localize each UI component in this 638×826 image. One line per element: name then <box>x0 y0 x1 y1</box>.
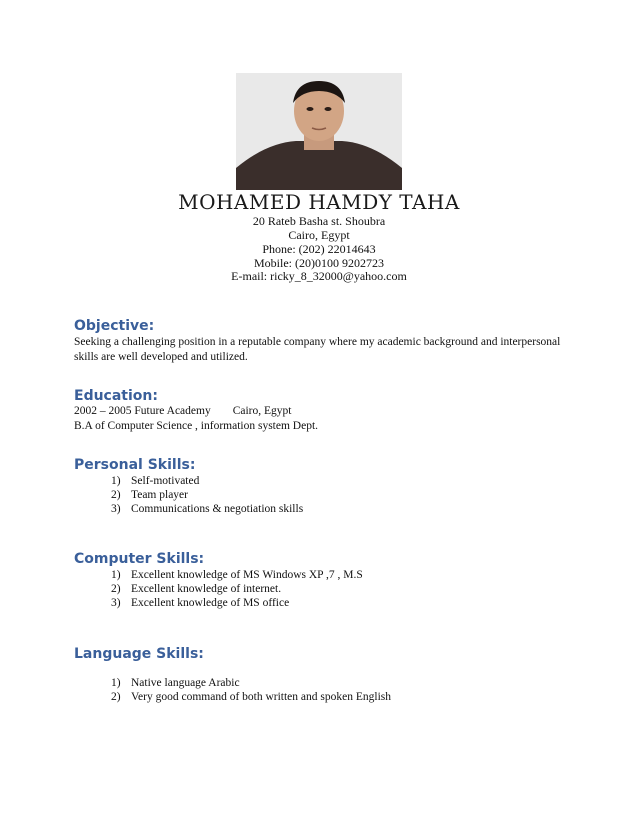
objective-line2: skills are well developed and utilized. <box>74 351 248 363</box>
list-number: 1) <box>111 569 121 581</box>
email-line: E-mail: ricky_8_32000@yahoo.com <box>231 269 407 283</box>
list-item <box>111 568 363 582</box>
objective-line1: Seeking a challenging position in a reputable company where my academic background and interpersonal <box>74 336 561 348</box>
education-location: Cairo, Egypt <box>232 405 292 417</box>
education-title: Education: <box>74 388 158 404</box>
list-number: 1) <box>111 677 121 689</box>
list-number: 3) <box>111 597 121 609</box>
list-item <box>111 474 199 488</box>
education-years: 2002 – 2005 Future Academy <box>74 405 211 417</box>
list-text: Excellent knowledge of MS office <box>131 597 290 609</box>
list-number: 2) <box>111 691 121 703</box>
list-item <box>111 596 289 610</box>
list-number: 2) <box>111 489 121 501</box>
computer-skills-title: Computer Skills: <box>74 551 205 567</box>
list-text: Team player <box>131 489 188 501</box>
list-number: 1) <box>111 475 121 487</box>
list-text: Excellent knowledge of internet. <box>131 583 282 595</box>
language-skills-title: Language Skills: <box>74 646 204 662</box>
list-text: Self-motivated <box>131 475 200 487</box>
education-entry <box>74 404 574 419</box>
address-line1: 20 Rateb Basha st. Shoubra <box>252 214 386 228</box>
list-number: 3) <box>111 503 121 515</box>
profile-photo <box>236 73 402 190</box>
list-item <box>111 582 281 596</box>
profile-photo-graphic <box>236 73 402 190</box>
education-degree: B.A of Computer Science , information system Dept. <box>74 420 319 432</box>
list-item <box>111 488 188 502</box>
candidate-name: MOHAMED HAMDY TAHA <box>178 190 460 214</box>
list-text: Communications & negotiation skills <box>131 503 304 515</box>
phone-line: Phone: (202) 22014643 <box>262 242 376 256</box>
personal-skills-title: Personal Skills: <box>74 457 196 473</box>
list-text: Very good command of both written and spoken English <box>131 691 391 703</box>
list-item <box>111 676 240 690</box>
address-line2: Cairo, Egypt <box>288 228 350 242</box>
list-item <box>111 690 391 704</box>
list-number: 2) <box>111 583 121 595</box>
mobile-line: Mobile: (20)0100 9202723 <box>254 256 384 270</box>
list-item <box>111 502 303 516</box>
list-text: Excellent knowledge of MS Windows XP ,7 , M.S <box>131 569 363 581</box>
objective-title: Objective: <box>74 318 155 334</box>
list-text: Native language Arabic <box>131 677 240 689</box>
